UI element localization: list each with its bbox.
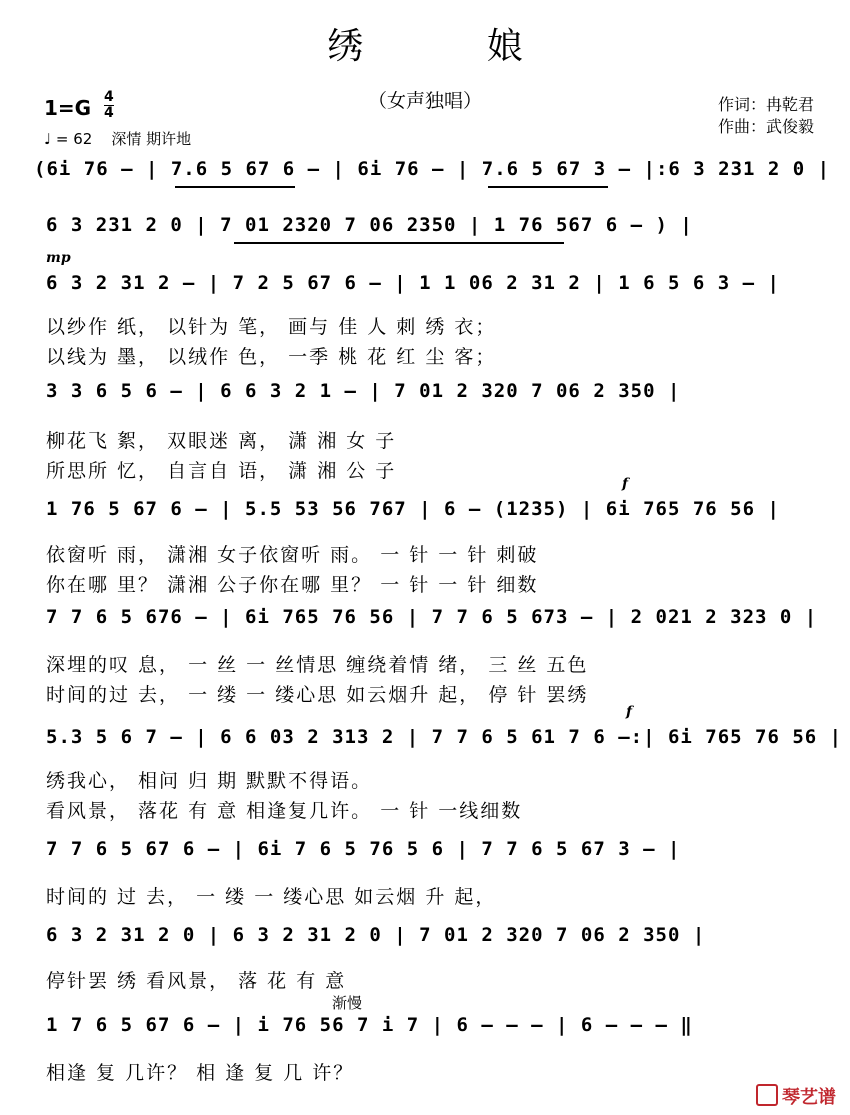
subtitle: （女声独唱） <box>367 90 482 112</box>
notation: 5.3 5 6 7 – | 6 6 03 2 313 2 | 7 7 6 5 61 7 6 –:| 6i 765 76 56 | <box>46 726 843 748</box>
notation: 3 3 6 5 6 – | 6 6 3 2 1 – | 7 01 2 320 7 06 2 350 | <box>46 380 681 402</box>
lyrics-verse-1: 时间的 过 去， 一 缕 一 缕心思 如云烟 升 起， <box>46 886 497 908</box>
watermark: 琴艺谱 <box>756 1083 836 1109</box>
lyrics-verse-2: 时间的过 去， 一 缕 一 缕心思 如云烟升 起， 停 针 罢绣 <box>46 684 589 706</box>
lyrics-verse-2: 所思所 忆， 自言自 语， 潇 湘 公 子 <box>46 460 397 482</box>
notation: 1 76 5 67 6 – | 5.5 53 56 767 | 6 – (1235) | 6i 765 76 56 | <box>46 498 780 520</box>
lyrics-verse-2: 以线为 墨， 以绒作 色， 一季 桃 花 红 尘 客； <box>46 346 497 368</box>
lyrics-verse-1: 依窗听 雨， 潇湘 女子依窗听 雨。 一 针 一 针 刺破 <box>46 544 539 566</box>
lyrics-verse-1: 绣我心， 相问 归 期 默默不得语。 <box>46 770 373 792</box>
composer: 作曲：武俊毅 <box>717 117 814 136</box>
page-title: 绣 娘 <box>327 26 579 67</box>
notation: 7 7 6 5 67 6 – | 6i 7 6 5 76 5 6 | 7 7 6 5 67 3 – | <box>46 838 681 860</box>
lyrics-verse-1: 停针罢 绣 看风景， 落 花 有 意 <box>46 970 347 992</box>
notation: 6 3 2 31 2 0 | 6 3 2 31 2 0 | 7 01 2 320 7 06 2 350 | <box>46 924 706 946</box>
lyrics-verse-2: 你在哪 里？ 潇湘 公子你在哪 里？ 一 针 一 针 细数 <box>46 574 539 596</box>
time-signature: 4 4 <box>104 89 114 121</box>
quarter-note-icon: ♩ <box>44 130 52 148</box>
lyrics-verse-1: 柳花飞 絮， 双眼迷 离， 潇 湘 女 子 <box>46 430 397 452</box>
dynamic-mark: f <box>626 704 633 720</box>
tempo-change-mark: 渐慢 <box>332 994 363 1012</box>
lyricist: 作词：冉乾君 <box>717 95 814 114</box>
notation: 6 3 2 31 2 – | 7 2 5 67 6 – | 1 1 06 2 31 2 | 1 6 5 6 3 – | <box>46 272 780 294</box>
lyrics-verse-2: 看风景， 落花 有 意 相逢复几许。 一 针 一线细数 <box>46 800 523 822</box>
lyrics-verse-1: 深埋的叹 息， 一 丝 一 丝情思 缠绕着情 绪， 三 丝 五色 <box>46 654 589 676</box>
notation: 6 3 231 2 0 | 7 01 2320 7 06 2350 | 1 76 567 6 – ) | <box>46 214 693 236</box>
lyrics-verse-1: 相逢 复 几许？ 相 逢 复 几 许？ <box>46 1062 355 1084</box>
lyrics-verse-1: 以纱作 纸， 以针为 笔， 画与 佳 人 刺 绣 衣； <box>46 316 497 338</box>
dynamic-mark: f <box>622 476 629 492</box>
tempo-marking: ♩ = 62 深情 期许地 <box>44 130 192 148</box>
credits <box>718 94 814 138</box>
notation: (6i 76 – | 7.6 5 67 6 – | 6i 76 – | 7.6 5 67 3 – |:6 3 231 2 0 | <box>34 158 831 180</box>
notation: 1 7 6 5 67 6 – | i 76 56 7 i 7 | 6 – – – | 6 – – – ‖ <box>46 1014 693 1036</box>
notation: 7 7 6 5 676 – | 6i 765 76 56 | 7 7 6 5 673 – | 2 021 2 323 0 | <box>46 606 818 628</box>
dynamic-mark: mp <box>46 250 71 266</box>
music-logo-icon <box>756 1084 778 1106</box>
key-signature: 1=G <box>44 96 92 120</box>
